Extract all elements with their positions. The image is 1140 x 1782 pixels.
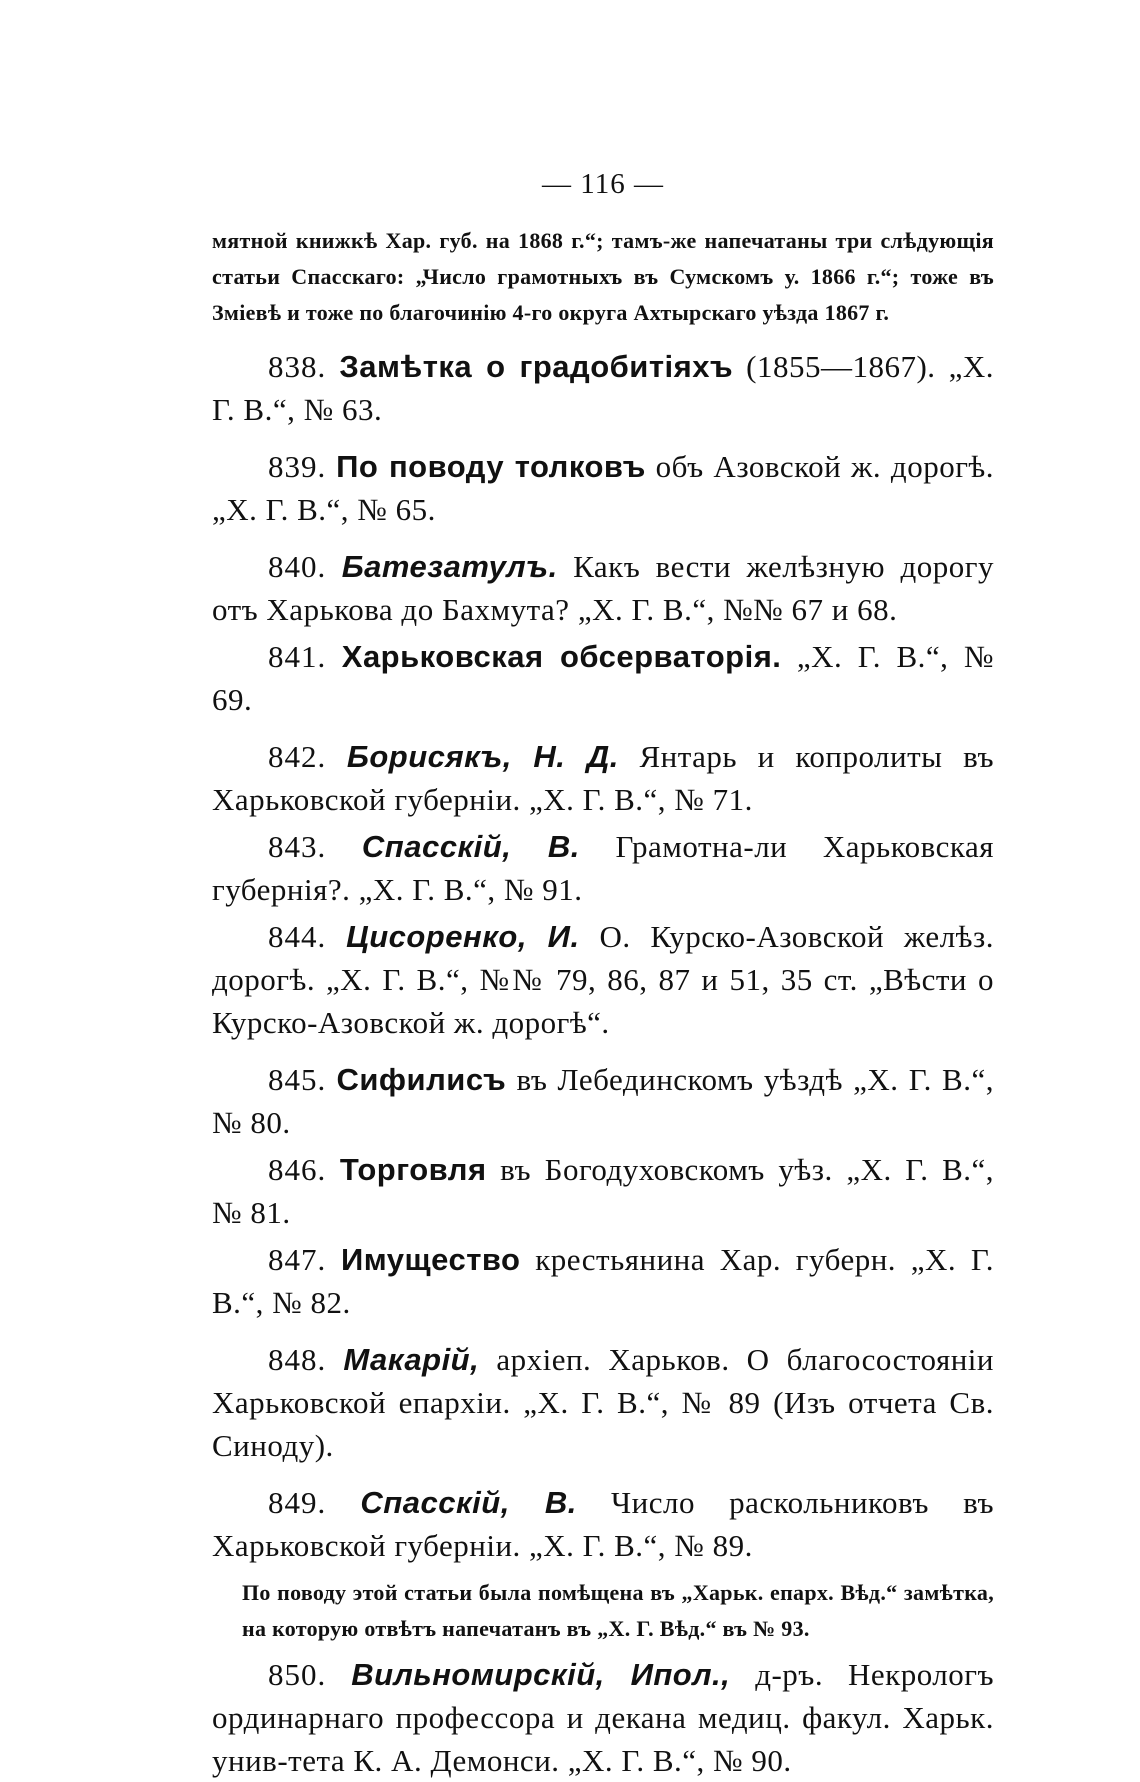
entry-number: 842. [268,739,327,774]
entry-number: 846. [268,1152,327,1187]
entry-844 [212,915,994,1044]
entry-title: По поводу толковъ [336,449,646,484]
entry-number: 841. [268,639,327,674]
entry-number: 845. [268,1062,327,1097]
entry-title: Сифилисъ [336,1062,507,1097]
entry-text: О. Курско-Азовской желѣз. дорогѣ. „Х. Г. В.“, №№ 79, 86, 87 и 51, 35 ст. „Вѣсти о Курско-Азовской ж. дорогѣ“. [212,919,994,1040]
entry-847 [212,1238,994,1324]
entry-text: Грамотна-ли Харьковская губернія?. „Х. Г. В.“, № 91. [212,829,995,907]
entry-number: 843. [268,829,327,864]
entry-author: Вильномирскій, Ипол., [351,1657,731,1692]
entry-839 [212,445,994,531]
entry-text: въ Богодуховскомъ уѣз. „Х. Г. В.“, № 81. [212,1152,995,1230]
entry-text: д-ръ. Некрологъ ординарнаго профессора и декана медиц. факул. Харьк. унив-тета К. А. Демонси. „Х. Г. В.“, № 90. [212,1657,995,1778]
entry-title: Имущество [340,1242,521,1277]
entry-text: объ Азовской ж. дорогѣ. „Х. Г. В.“, № 65. [212,449,995,527]
entry-author: Цисоренко, И. [346,919,580,954]
entry-838 [212,345,994,431]
page [212,168,994,1782]
entry-text: архіеп. Харьков. О благосостояніи Харьковской епархіи. „Х. Г. В.“, № 89 (Изъ отчета Св. Синоду). [212,1342,994,1463]
entry-title: Харьковская обсерваторія. [341,639,782,674]
entry-number: 848. [268,1342,327,1377]
entry-number: 850. [268,1657,327,1692]
entry-author: Макарій, [343,1342,480,1377]
entry-848 [212,1338,994,1467]
entry-number: 844. [268,919,327,954]
entry-850 [212,1653,994,1782]
entry-author: Батезатулъ. [341,549,558,584]
entry-number: 849. [268,1485,327,1520]
entry-number: 847. [268,1242,327,1277]
entry-number: 838. [268,349,327,384]
entry-text: Число раскольниковъ въ Харьковской губерніи. „Х. Г. В.“, № 89. [212,1485,994,1563]
entry-author: Спасскій, В. [361,829,580,864]
entry-849 [212,1481,994,1567]
entry-text: крестьянина Хар. губерн. „Х. Г. В.“, № 82. [212,1242,995,1320]
entry-title: Торговля [339,1152,487,1187]
entry-title: Замѣтка о градобитіяхъ [339,349,734,384]
entry-840 [212,545,994,631]
entry-text: Какъ вести желѣзную дорогу отъ Харькова до Бахмута? „Х. Г. В.“, №№ 67 и 68. [212,549,994,627]
page-number: — 116 — [542,168,664,200]
footnote-paragraph: По поводу этой статьи была помѣщена въ „Харьк. епарх. Вѣд.“ замѣтка, на которую отвѣтъ напечатанъ въ „Х. Г. Вѣд.“ въ № 93. [242,1580,994,1641]
entry-841 [212,635,994,721]
entry-number: 840. [268,549,327,584]
entry-843 [212,825,994,911]
entry-text: Янтарь и копролиты въ Харьковской губерніи. „Х. Г. В.“, № 71. [212,739,994,817]
entry-number: 839. [268,449,327,484]
entry-author: Спасскій, В. [360,1485,577,1520]
intro-paragraph: мятной книжкѣ Хар. губ. на 1868 г.“; тамъ-же напечатаны три слѣдующія статьи Спасскаго: „Число грамотныхъ въ Сумскомъ у. 1866 г.“; тоже въ Зміевѣ и тоже по благочинію 4-го округа Ахтырскаго уѣзда 1867 г. [212,228,994,325]
entry-845 [212,1058,994,1144]
entry-842 [212,735,994,821]
entry-text: (1855—1867). „Х. Г. В.“, № 63. [212,349,995,427]
entry-text: „Х. Г. В.“, № 69. [212,639,995,717]
entry-text: въ Лебединскомъ уѣздѣ „Х. Г. В.“, № 80. [212,1062,994,1140]
entry-846 [212,1148,994,1234]
entry-author: Борисякъ, Н. Д. [346,739,619,774]
